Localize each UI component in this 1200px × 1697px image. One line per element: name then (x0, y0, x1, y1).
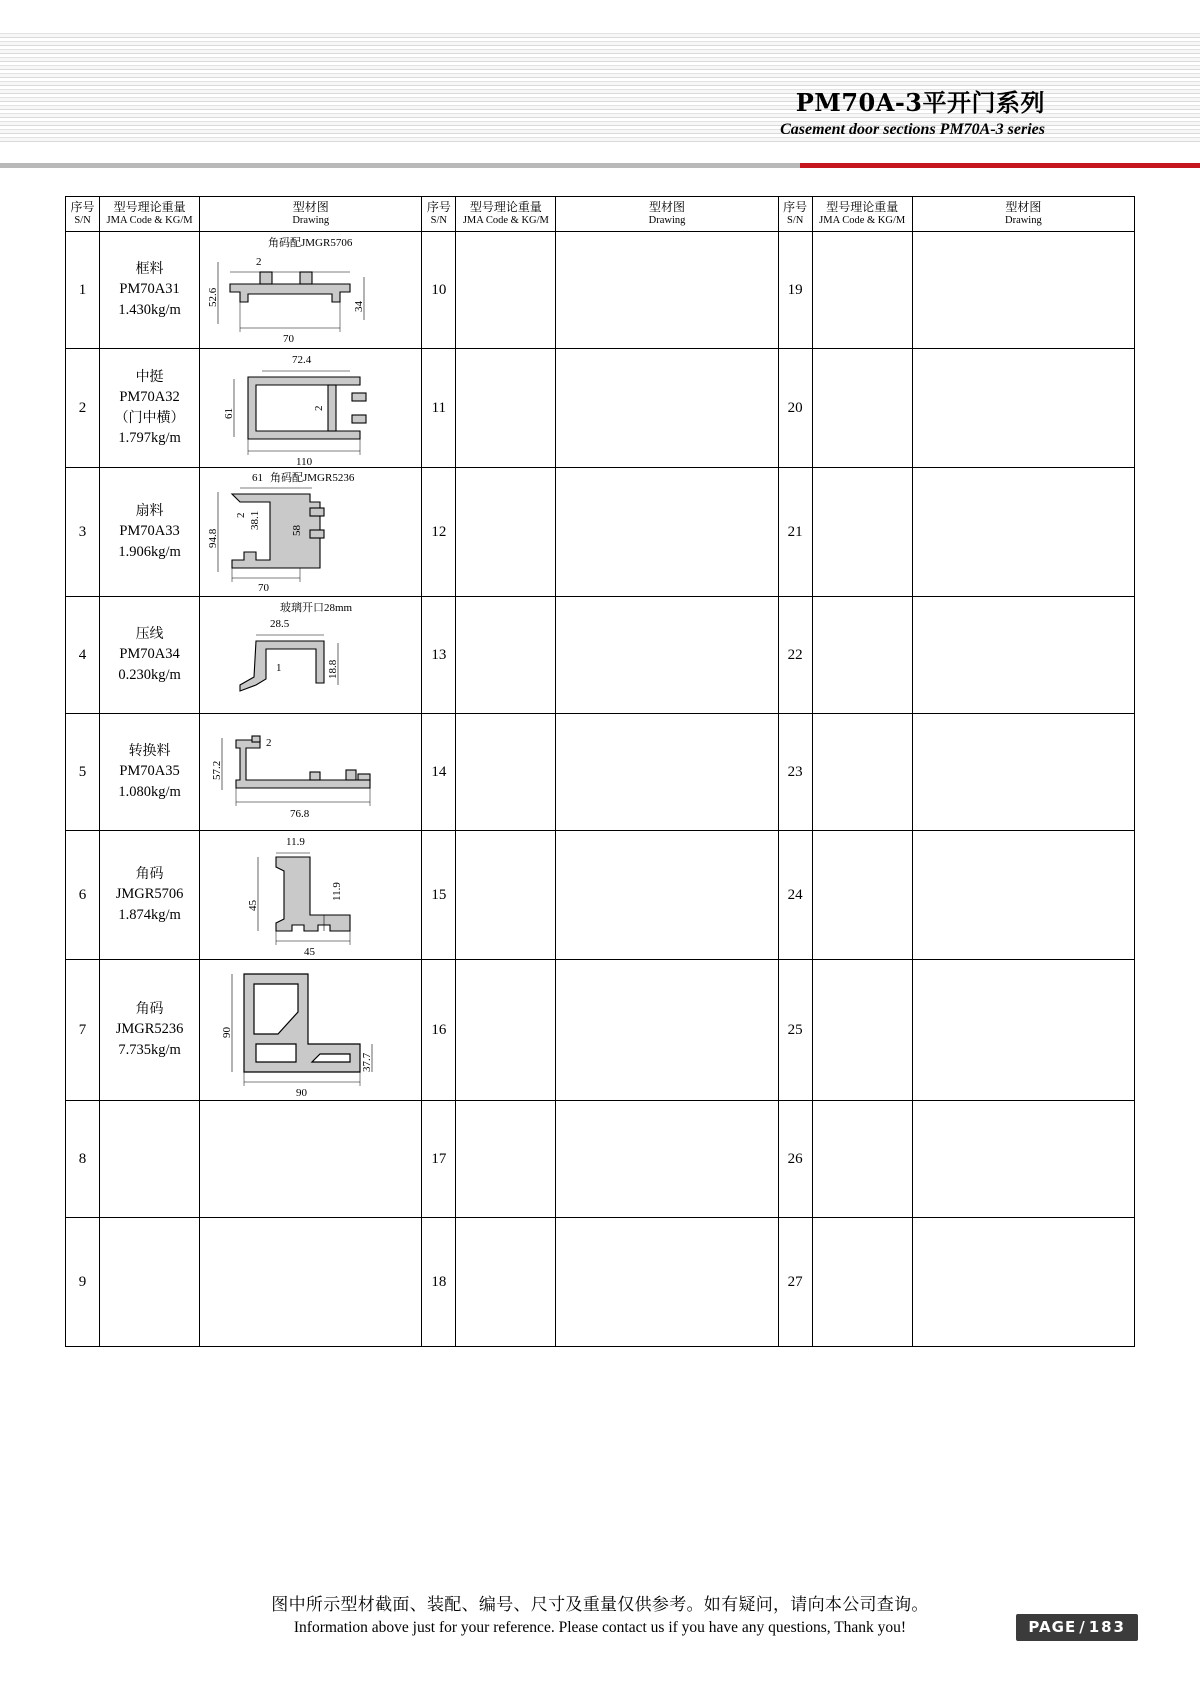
row-code-20 (812, 349, 912, 468)
col-header-sn-en-2: S/N (430, 214, 447, 226)
profile-drawing-pm70a33 (200, 468, 421, 596)
footer-note-cn: 图中所示型材截面、装配、编号、尺寸及重量仅供参考。如有疑问，请向本公司查询。 (271, 1595, 929, 1615)
table-row (66, 349, 1135, 468)
row-sn-14: 14 (422, 714, 456, 831)
row-sn-19: 19 (778, 232, 812, 349)
table-row (66, 597, 1135, 714)
row-drawing-20 (912, 349, 1134, 468)
col-header-drawing-2 (556, 197, 778, 232)
row-code-4 (100, 597, 200, 714)
col-header-drawing-cn-1: 型材图 (292, 200, 329, 215)
col-header-drawing-3 (912, 197, 1134, 232)
row-sn-23: 23 (778, 714, 812, 831)
col-header-drawing-en-2: Drawing (648, 214, 686, 226)
col-header-drawing-en-3: Drawing (1004, 214, 1042, 226)
row-sn-2: 2 (66, 349, 100, 468)
row-code-13 (456, 597, 556, 714)
row-drawing-11 (556, 349, 778, 468)
row-code-5 (100, 714, 200, 831)
col-header-code-3 (812, 197, 912, 232)
col-header-code-en-1: JMA Code & KG/M (106, 214, 193, 226)
parts-table (65, 196, 1135, 1347)
row-drawing-15 (556, 831, 778, 960)
row-sn-20: 20 (778, 349, 812, 468)
row-drawing-4 (200, 597, 422, 714)
row-sn-12: 12 (422, 468, 456, 597)
part-weight: 1.906kg/m (118, 544, 181, 561)
dim-61: 61 (252, 472, 264, 484)
col-header-code-cn-3: 型号理论重量 (826, 200, 899, 215)
dim-38-1: 38.1 (249, 510, 262, 530)
col-header-code-en-2: JMA Code & KG/M (462, 214, 549, 226)
row-sn-6: 6 (66, 831, 100, 960)
row-drawing-17 (556, 1101, 778, 1218)
table-row (66, 960, 1135, 1101)
row-code-8 (100, 1101, 200, 1218)
row-code-26 (812, 1101, 912, 1218)
row-sn-3: 3 (66, 468, 100, 597)
page-subtitle: Casement door sections PM70A-3 series (780, 121, 1045, 138)
col-header-code-en-3: JMA Code & KG/M (819, 214, 906, 226)
row-code-18 (456, 1218, 556, 1347)
col-header-sn-1 (66, 197, 100, 232)
row-drawing-26 (912, 1101, 1134, 1218)
part-name: 扇料 (135, 502, 164, 519)
dim-45-bottom: 45 (304, 946, 316, 957)
row-code-12 (456, 468, 556, 597)
dim-11-9-top: 11.9 (286, 836, 305, 848)
row-sn-4: 4 (66, 597, 100, 714)
part-code: PM70A31 (119, 281, 180, 298)
dim-28-5: 28.5 (270, 618, 290, 630)
dim-110: 110 (296, 456, 313, 467)
dim-70: 70 (283, 333, 295, 345)
row-drawing-16 (556, 960, 778, 1101)
row-drawing-1 (200, 232, 422, 349)
part-name: 角码 (135, 1000, 164, 1017)
part-name: 转换料 (128, 742, 171, 759)
row-sn-16: 16 (422, 960, 456, 1101)
row-drawing-10 (556, 232, 778, 349)
row-code-2 (100, 349, 200, 468)
row-code-21 (812, 468, 912, 597)
col-header-drawing-en-1: Drawing (292, 214, 330, 226)
part-code: PM70A34 (119, 646, 180, 663)
row-drawing-3 (200, 468, 422, 597)
col-header-code-1 (100, 197, 200, 232)
row-drawing-23 (912, 714, 1134, 831)
part-weight: 1.430kg/m (118, 302, 181, 319)
col-header-sn-cn-3: 序号 (783, 200, 808, 215)
table-row (66, 468, 1135, 597)
part-code: JMGR5706 (115, 886, 184, 903)
page-header (0, 0, 1200, 170)
dim-90-left: 90 (221, 1027, 234, 1038)
drawing-note: 玻璃开口28mm (280, 602, 353, 614)
row-sn-5: 5 (66, 714, 100, 831)
profile-drawing-pm70a34 (200, 597, 421, 713)
row-drawing-2 (200, 349, 422, 468)
page-title: PM70A-3平开门系列 (795, 88, 1045, 117)
row-code-7 (100, 960, 200, 1101)
dim-18-8: 18.8 (327, 659, 340, 679)
table-row (66, 831, 1135, 960)
row-sn-15: 15 (422, 831, 456, 960)
row-code-1 (100, 232, 200, 349)
drawing-note: 角码配JMGR5706 (268, 237, 353, 249)
dim-76-8: 76.8 (290, 808, 310, 820)
page-number: 183 (1088, 1618, 1126, 1636)
col-header-sn-cn-1: 序号 (70, 200, 95, 215)
row-code-15 (456, 831, 556, 960)
row-sn-1: 1 (66, 232, 100, 349)
col-header-sn-cn-2: 序号 (426, 200, 451, 215)
part-weight: 1.080kg/m (118, 784, 181, 801)
row-drawing-6 (200, 831, 422, 960)
part-weight: 7.735kg/m (118, 1042, 181, 1059)
row-drawing-19 (912, 232, 1134, 349)
part-name: 压线 (135, 625, 164, 642)
row-sn-24: 24 (778, 831, 812, 960)
page-label: PAGE (1028, 1618, 1077, 1636)
dim-34: 34 (353, 301, 366, 312)
row-drawing-9 (200, 1218, 422, 1347)
dim-94-8: 94.8 (207, 528, 220, 548)
row-code-25 (812, 960, 912, 1101)
row-code-11 (456, 349, 556, 468)
part-weight: 1.797kg/m (118, 430, 181, 447)
row-drawing-24 (912, 831, 1134, 960)
row-sn-8: 8 (66, 1101, 100, 1218)
row-code-9 (100, 1218, 200, 1347)
dim-2: 2 (266, 737, 272, 749)
row-code-16 (456, 960, 556, 1101)
part-name: 角码 (135, 865, 164, 882)
col-header-sn-2 (422, 197, 456, 232)
row-code-22 (812, 597, 912, 714)
row-sn-22: 22 (778, 597, 812, 714)
dim-2: 2 (235, 512, 248, 518)
profile-drawing-jmgr5706 (200, 831, 421, 959)
col-header-drawing-cn-2: 型材图 (649, 200, 686, 215)
row-sn-7: 7 (66, 960, 100, 1101)
col-header-drawing-cn-3: 型材图 (1005, 200, 1042, 215)
row-drawing-27 (912, 1218, 1134, 1347)
dim-2: 2 (313, 405, 326, 411)
header-title-group (780, 88, 1045, 140)
part-subname: （门中横） (114, 410, 185, 426)
row-drawing-21 (912, 468, 1134, 597)
row-drawing-14 (556, 714, 778, 831)
col-header-sn-en-1: S/N (74, 214, 91, 226)
row-drawing-22 (912, 597, 1134, 714)
row-sn-17: 17 (422, 1101, 456, 1218)
parts-table-container (65, 196, 1135, 1347)
profile-drawing-pm70a31 (200, 232, 421, 348)
dim-61: 61 (223, 408, 236, 419)
table-row (66, 232, 1135, 349)
row-sn-18: 18 (422, 1218, 456, 1347)
dim-90-bottom: 90 (296, 1087, 308, 1098)
col-header-code-cn-1: 型号理论重量 (113, 200, 186, 215)
part-code: PM70A35 (119, 763, 180, 780)
dim-2: 2 (256, 256, 262, 268)
row-sn-25: 25 (778, 960, 812, 1101)
col-header-code-cn-2: 型号理论重量 (469, 200, 542, 215)
table-row (66, 1101, 1135, 1218)
col-header-drawing-1 (200, 197, 422, 232)
row-drawing-8 (200, 1101, 422, 1218)
row-code-14 (456, 714, 556, 831)
row-drawing-13 (556, 597, 778, 714)
col-header-sn-3 (778, 197, 812, 232)
dim-52-6: 52.6 (207, 287, 220, 307)
row-code-23 (812, 714, 912, 831)
part-weight: 0.230kg/m (118, 667, 181, 684)
table-row (66, 714, 1135, 831)
table-header-row (66, 197, 1135, 232)
part-code: PM70A33 (119, 523, 180, 540)
row-code-27 (812, 1218, 912, 1347)
dim-58: 58 (291, 525, 304, 536)
row-drawing-18 (556, 1218, 778, 1347)
row-sn-11: 11 (422, 349, 456, 468)
part-name: 框料 (135, 260, 164, 277)
row-sn-21: 21 (778, 468, 812, 597)
dim-1: 1 (276, 662, 282, 674)
page-slash: / (1079, 1618, 1086, 1636)
row-sn-26: 26 (778, 1101, 812, 1218)
row-code-17 (456, 1101, 556, 1218)
dim-72-4: 72.4 (292, 354, 312, 366)
row-sn-13: 13 (422, 597, 456, 714)
dim-11-9-right: 11.9 (331, 882, 344, 901)
col-header-code-2 (456, 197, 556, 232)
row-code-6 (100, 831, 200, 960)
part-code: PM70A32 (119, 388, 180, 405)
dim-45-left: 45 (247, 900, 260, 911)
row-drawing-12 (556, 468, 778, 597)
row-drawing-25 (912, 960, 1134, 1101)
part-weight: 1.874kg/m (118, 907, 181, 924)
dim-70: 70 (258, 582, 270, 594)
row-code-24 (812, 831, 912, 960)
table-row (66, 1218, 1135, 1347)
drawing-note: 角码配JMGR5236 (270, 472, 355, 484)
row-code-10 (456, 232, 556, 349)
dim-57-2: 57.2 (211, 760, 224, 780)
part-code: JMGR5236 (115, 1021, 184, 1038)
row-sn-27: 27 (778, 1218, 812, 1347)
row-sn-10: 10 (422, 232, 456, 349)
footer-note-en: Information above just for your reference. Please contact us if you have any questions, Thank you! (293, 1619, 907, 1636)
row-drawing-7 (200, 960, 422, 1101)
row-code-19 (812, 232, 912, 349)
header-divider-accent (800, 163, 1200, 168)
col-header-sn-en-3: S/N (786, 214, 804, 226)
page-number-badge (1016, 1614, 1138, 1641)
profile-drawing-jmgr5236 (200, 960, 421, 1100)
row-drawing-5 (200, 714, 422, 831)
profile-drawing-pm70a35 (200, 714, 421, 830)
profile-drawing-pm70a32 (200, 349, 421, 467)
row-code-3 (100, 468, 200, 597)
part-name: 中挺 (135, 368, 164, 385)
dim-37-7: 37.7 (361, 1052, 374, 1072)
row-sn-9: 9 (66, 1218, 100, 1347)
